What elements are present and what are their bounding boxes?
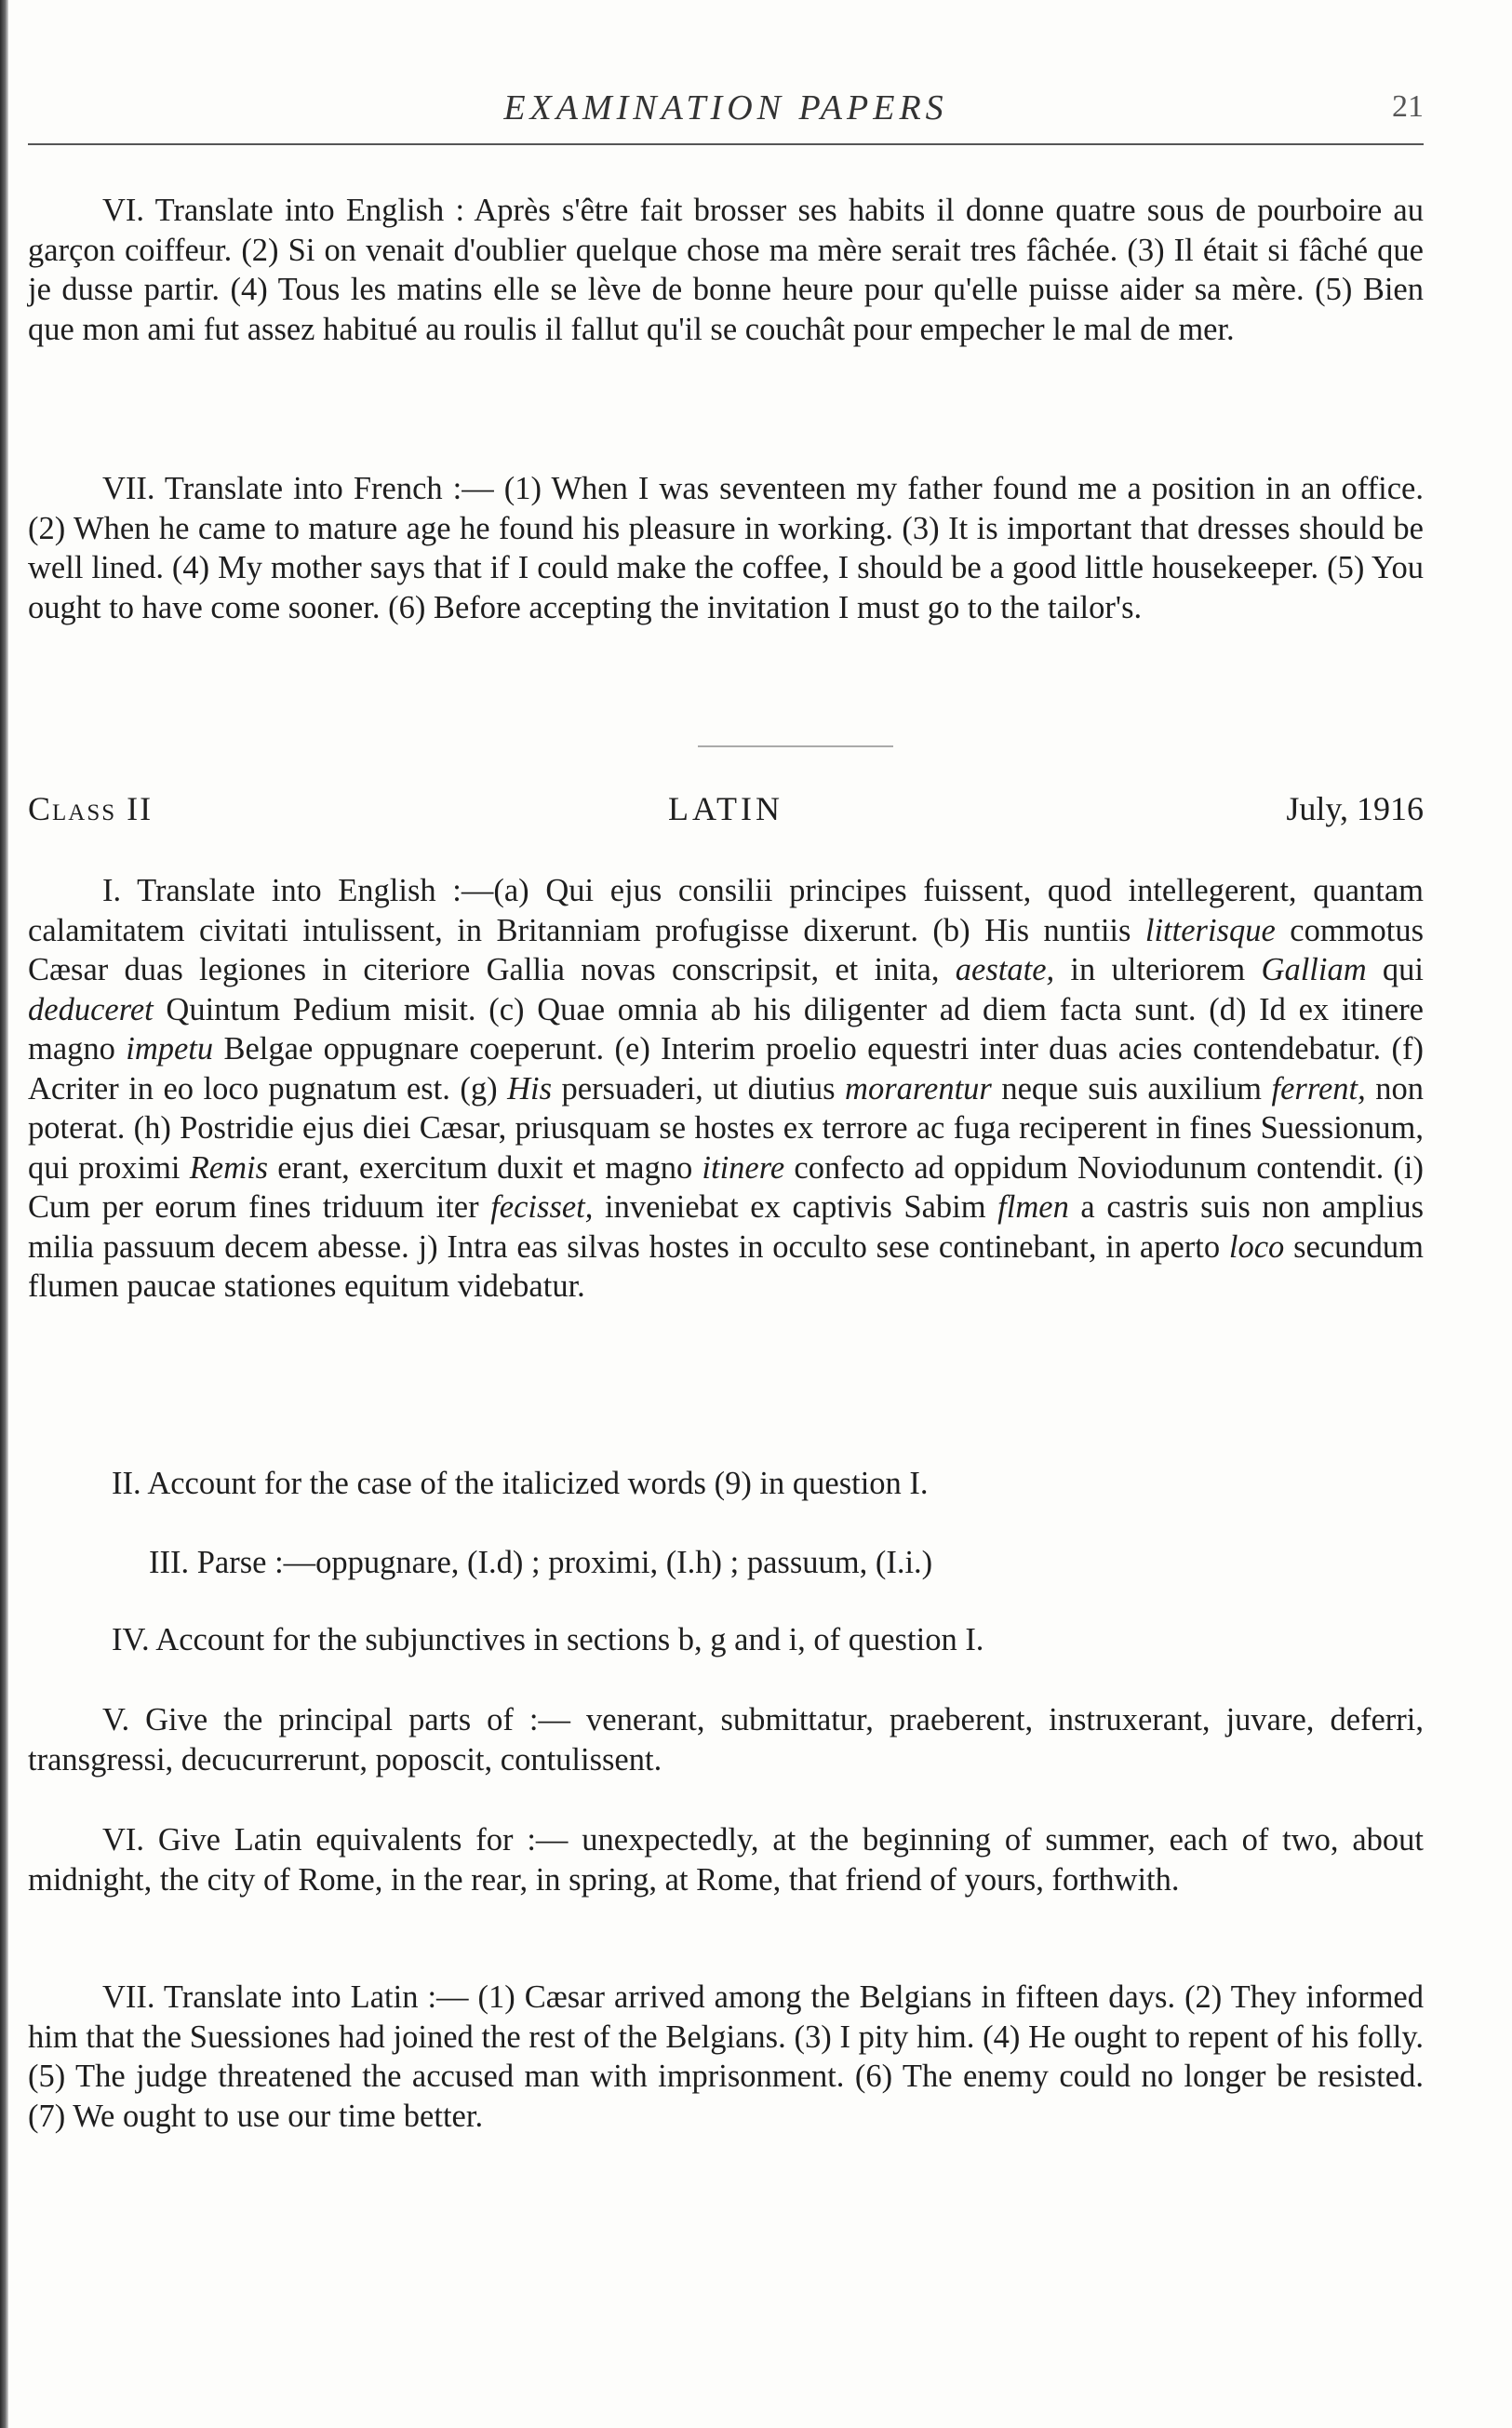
q1-text-3: in ulteriorem — [1054, 952, 1262, 987]
italic-word: itinere — [702, 1149, 785, 1186]
q1-text-9: non poterat. (h) Postridie ejus diei Cæsar, priusquam se hostes ex terrore ac fuga reciperent in fines Suessionum, qui proximi — [28, 1070, 1425, 1186]
q1-text-11: confecto ad oppidum Noviodunum contendit. (i) Cum per eorum fines triduum iter — [28, 1149, 1424, 1225]
q1-text-5: Quintum Pedium misit. (c) Quae omnia ab his diligenter ad diem facta sunt. (d) Id ex itinere magno — [28, 991, 1424, 1066]
q1-text-8: neque suis auxilium — [991, 1070, 1272, 1107]
italic-word: ferrent, — [1271, 1070, 1366, 1107]
latin-question-7: VII. Translate into Latin :— (1) Cæsar arrived among the Belgians in fifteen days. (2) They informed him that the Suessiones had joined the rest of the Belgians. (3) I pity him. (4) He ought to repent of his folly. (5) The judge threatened the accused man with imprisonment. (6) The enemy could no longer be resisted. (7) We ought to use our time better. — [28, 1979, 1424, 2134]
italic-word: litterisque — [1144, 912, 1276, 948]
latin-question-1 — [28, 871, 1424, 1307]
latin-question-6: VI. Give Latin equivalents for :— unexpectedly, at the beginning of summer, each of two, about midnight, the city of Rome, in the rear, in spring, at Rome, that friend of yours, forthwith. — [28, 1822, 1424, 1898]
italic-word: flmen — [997, 1189, 1069, 1225]
italic-word: fecisset, — [490, 1189, 594, 1225]
french-question-6: VI. Translate into English : Après s'être fait brosser ses habits il donne quatre sous de pourboire au garçon coiffeur. (2) Si on venait d'oublier quelque chose ma mère serait tres fâchée. (3) Il était si fâché que je dusse partir. (4) Tous les matins elle se lève de bonne heure pour qu'elle puisse aider sa mère. (5) Bien que mon ami fut assez habitué au roulis il fallut qu'il se couchât pour empecher le mal de mer. — [28, 193, 1424, 347]
latin-question-4: IV. Account for the subjunctives in sections b, g and i, of question I. — [112, 1622, 984, 1657]
q1-text-13: a castris suis non amplius milia passuum decem abesse. j) Intra eas silvas hostes in occulto sese continebant, in aperto — [28, 1189, 1424, 1265]
q1-text-12: inveniebat ex captivis Sabim — [593, 1189, 998, 1225]
italic-word: loco — [1228, 1228, 1285, 1265]
italic-word: impetu — [126, 1031, 214, 1066]
header-rule — [28, 143, 1424, 145]
q1-text-4: qui — [1366, 952, 1424, 987]
italic-word: aestate, — [955, 952, 1055, 987]
italic-word: His — [507, 1070, 552, 1107]
latin-question-2: II. Account for the case of the italicized words (9) in question I. — [112, 1466, 929, 1501]
italic-word: Galliam — [1261, 952, 1367, 987]
italic-word: Remis — [189, 1149, 269, 1186]
binding-edge — [0, 0, 8, 2428]
q1-text-6: Belgae oppugnare coeperunt. (e) Interim proelio equestri inter duas acies contendebatur. (f) Acriter in eo loco pugnatum est. (g) — [28, 1031, 1424, 1107]
latin-question-3: III. Parse :—oppugnare, (I.d) ; proximi, (I.h) ; passuum, (I.i.) — [149, 1545, 933, 1580]
section-divider — [698, 745, 893, 747]
running-head: EXAMINATION PAPERS — [503, 88, 948, 127]
page-header — [28, 84, 1424, 140]
french-question-7: VII. Translate into French :— (1) When I was seventeen my father found me a position in an office. (2) When he came to mature age he found his pleasure in working. (3) It is important that dresses should be well lined. (4) My mother says that if I could make the coffee, I should be a good little housekeeper. (5) You ought to have come sooner. (6) Before accepting the invitation I must go to the tailor's. — [28, 471, 1424, 625]
latin-question-5: V. Give the principal parts of :— venerant, submittatur, praeberent, instruxerant, juvare, deferri, transgressi, decucurrerunt, poposcit, contulissent. — [28, 1702, 1424, 1777]
page-number: 21 — [1392, 89, 1424, 124]
q1-text-10: erant, exercitum duxit et magno — [268, 1149, 702, 1186]
class-label: Class II — [28, 790, 154, 827]
italic-word: morarentur — [845, 1070, 992, 1107]
latin-section-heading — [28, 789, 1424, 836]
q1-text-7: persuaderi, ut diutius — [552, 1070, 846, 1107]
exam-date: July, 1916 — [1286, 790, 1424, 827]
q1-text-2: commotus Cæsar duas legiones in citeriore Gallia novas conscripsit, et inita, — [28, 912, 1424, 987]
subject-title: LATIN — [668, 790, 783, 827]
q1-text-14: secundum flumen paucae stationes equitum videbatur. — [28, 1228, 1424, 1304]
italic-word: deduceret — [28, 991, 154, 1027]
q1-text-1: I. Translate into English :—(a) Qui ejus consilii principes fuissent, quod intellegerent, quantam calamitatem civitati intulissent, in Britanniam profugisse dixerunt. (b) His nuntiis — [28, 873, 1424, 948]
